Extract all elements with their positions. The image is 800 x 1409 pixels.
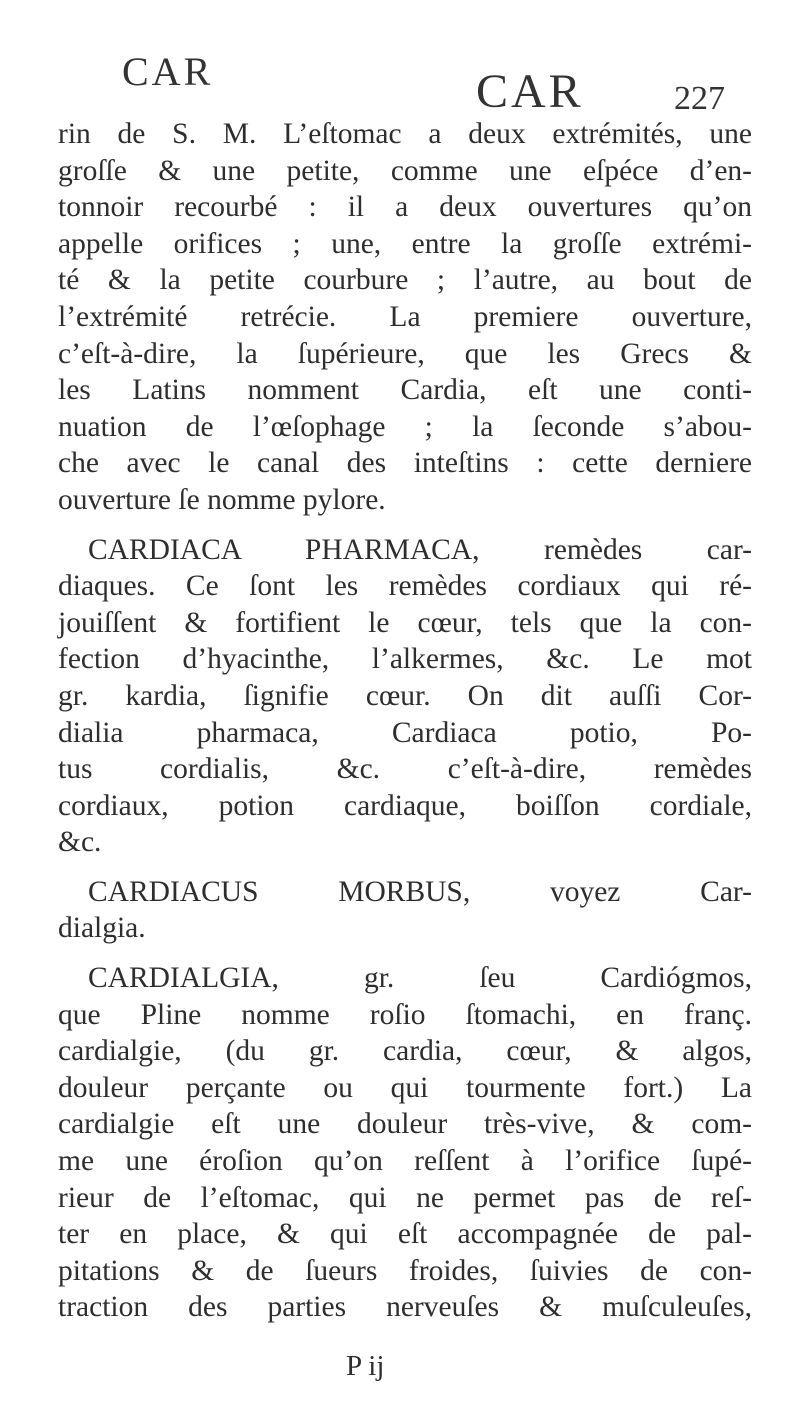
text-line: appelle orifices ; une, entre la groſſe extrémi- <box>58 227 752 260</box>
text-line: gr. kardia, ſignifie cœur. On dit auſſi Cor- <box>58 679 752 712</box>
text-line: jouiſſent & fortifient le cœur, tels que la con- <box>58 606 752 639</box>
header-right-guideword: CAR <box>476 65 584 118</box>
text-line: diaques. Ce ſont les remèdes cordiaux qui ré- <box>58 570 752 603</box>
text-line: fection d’hyacinthe, l’alkermes, &c. Le mot <box>58 643 752 676</box>
text-line: traction des parties nerveuſes & muſculeuſes, <box>58 1291 752 1324</box>
text-line: dialgia. <box>58 912 146 945</box>
text-line: dialia pharmaca, Cardiaca potio, Po- <box>58 716 752 749</box>
paragraph-continuation <box>58 116 752 519</box>
text-line: cardialgie, (du gr. cardia, cœur, & algos, <box>58 1035 752 1068</box>
text-line: che avec le canal des inteſtins : cette derniere <box>58 447 752 480</box>
text-line: rin de S. M. L’eſtomac a deux extrémités, une <box>58 118 752 150</box>
text-line: cardialgie eſt une douleur très-vive, & com- <box>58 1108 752 1141</box>
text-line: ter en place, & qui eſt accompagnée de pal- <box>58 1218 752 1251</box>
text-line: té & la petite courbure ; l’autre, au bout de <box>58 264 752 297</box>
text-line: tus cordialis, &c. c’eſt-à-dire, remèdes <box>58 753 752 786</box>
text-line: rieur de l’eſtomac, qui ne permet pas de reſ- <box>58 1181 752 1214</box>
entry-cardiaca-pharmaca <box>58 532 752 861</box>
text-line: nuation de l’œſophage ; la ſeconde s’abou- <box>58 410 752 443</box>
page-number: 227 <box>674 80 725 117</box>
text-line: &c. <box>58 826 102 859</box>
text-line: cordiaux, potion cardiaque, boiſſon cordiale, <box>58 789 752 822</box>
text-line: ouverture ſe nomme pylore. <box>58 483 386 516</box>
signature-mark: P ij <box>346 1350 385 1382</box>
running-header <box>0 42 800 118</box>
text-line: que Pline nomme roſio ſtomachi, en franç. <box>58 998 752 1031</box>
text-line: tonnoir recourbé : il a deux ouvertures qu’on <box>58 191 752 224</box>
text-line: pitations & de ſueurs froides, ſuivies de con- <box>58 1254 752 1287</box>
entry-headline: CARDIACUS MORBUS, voyez Car- <box>88 875 752 908</box>
header-left-guideword: CAR <box>122 49 214 94</box>
text-line: c’eſt-à-dire, la ſupérieure, que les Grecs & <box>58 337 752 370</box>
text-line: douleur perçante ou qui tourmente fort.) La <box>58 1071 752 1104</box>
page-body <box>58 116 752 1326</box>
text-line: me une éroſion qu’on reſſent à l’orifice ſupé- <box>58 1145 752 1178</box>
text-line: les Latins nomment Cardia, eſt une conti- <box>58 374 752 407</box>
text-line: groſſe & une petite, comme une eſpéce d’en- <box>58 154 752 187</box>
entry-headline: CARDIALGIA, gr. ſeu Cardiógmos, <box>88 962 752 995</box>
entry-cardialgia <box>58 960 752 1326</box>
entry-headline: CARDIACA PHARMACA, remèdes car- <box>88 533 752 566</box>
text-line: l’extrémité retrécie. La premiere ouverture, <box>58 300 752 333</box>
entry-cardiacus-morbus <box>58 874 752 947</box>
